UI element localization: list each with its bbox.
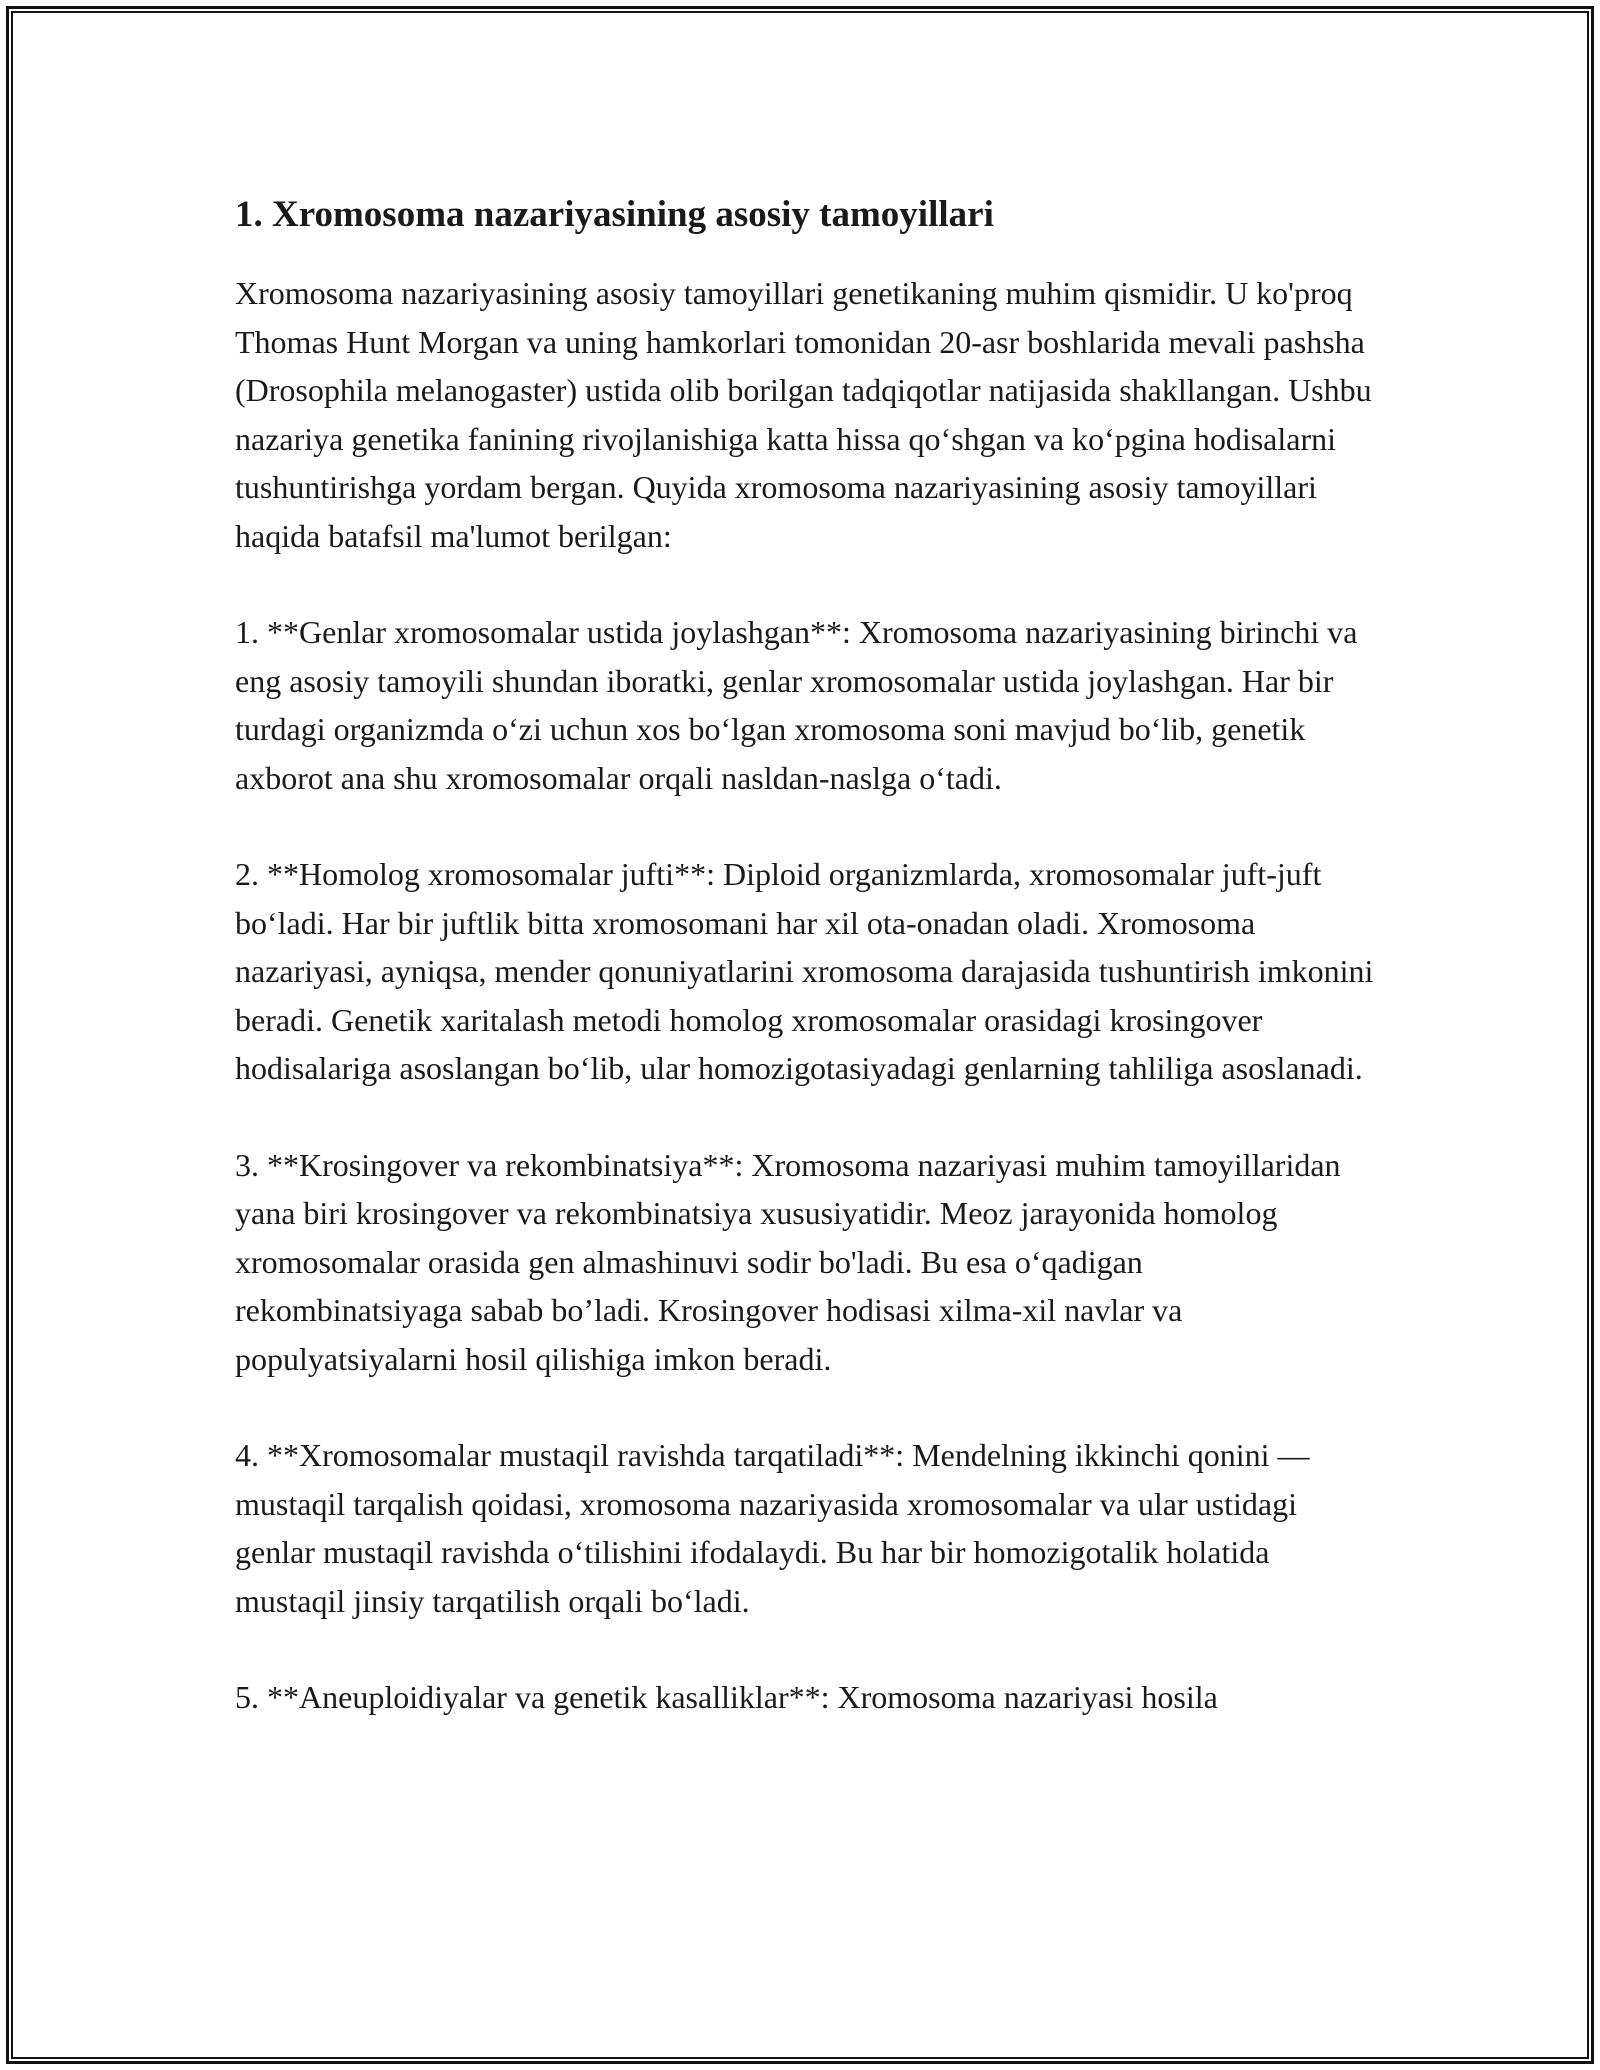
list-item: 2. **Homolog xromosomalar jufti**: Diploid organizmlarda, xromosomalar juft-juft bo‘ladi. Har bir juftlik bitta xromosomani har xil ota-onadan oladi. Xromosoma nazariyasi, ayniqsa, mender qonuniyatlarini xromosoma darajasida tushuntirish imkonini beradi. Genetik xaritalash metodi homolog xromosomalar orasidagi krosingover hodisalariga asoslangan bo‘lib, ular homozigotasiyadagi genlarning tahliliga asoslanadi. — [235, 856, 1374, 1086]
list-item: 4. **Xromosomalar mustaqil ravishda tarqatiladi**: Mendelning ikkinchi qonini — mustaqil tarqalish qoidasi, xromosoma nazariyasida xromosomalar va ular ustidagi genlar mustaqil ravishda o‘tilishini ifodalaydi. Bu har bir homozigotalik holatida mustaqil jinsiy tarqatilish orqali bo‘ladi. — [235, 1437, 1310, 1619]
document-title: 1. Xromosoma nazariyasining asosiy tamoyillari — [235, 194, 994, 235]
document-body — [235, 185, 1385, 1770]
list-item: 3. **Krosingover va rekombinatsiya**: Xromosoma nazariyasi muhim tamoyillaridan yana biri krosingover va rekombinatsiya xususiyatidir. Meoz jarayonida homolog xromosomalar orasida gen almashinuvi sodir bo'ladi. Bu esa o‘qadigan rekombinatsiyaga sabab bo’ladi. Krosingover hodisasi xilma-xil navlar va populyatsiyalarni hosil qilishiga imkon beradi. — [235, 1146, 1341, 1377]
list-item: 1. **Genlar xromosomalar ustida joylashgan**: Xromosoma nazariyasining birinchi va eng asosiy tamoyili shundan iboratki, genlar xromosomalar ustida joylashgan. Har bir turdagi organizmda o‘zi uchun xos bo‘lgan xromosoma soni mavjud bo‘lib, genetik axborot ana shu xromosomalar orqali nasldan-naslga o‘tadi. — [235, 614, 1358, 796]
list-item: 5. **Aneuploidiyalar va genetik kasalliklar**: Xromosoma nazariyasi hosila — [235, 1679, 1218, 1715]
intro-paragraph: Xromosoma nazariyasining asosiy tamoyillari genetikaning muhim qismidir. U ko'proq Thomas Hunt Morgan va uning hamkorlari tomonidan 20-asr boshlarida mevali pashsha (Drosophila melanogaster) ustida olib borilgan tadqiqotlar natijasida shakllangan. Ushbu nazariya genetika fanining rivojlanishiga katta hissa qo‘shgan va ko‘pgina hodisalarni tushuntirishga yordam bergan. Quyida xromosoma nazariyasining asosiy tamoyillari haqida batafsil ma'lumot berilgan: — [235, 275, 1372, 554]
